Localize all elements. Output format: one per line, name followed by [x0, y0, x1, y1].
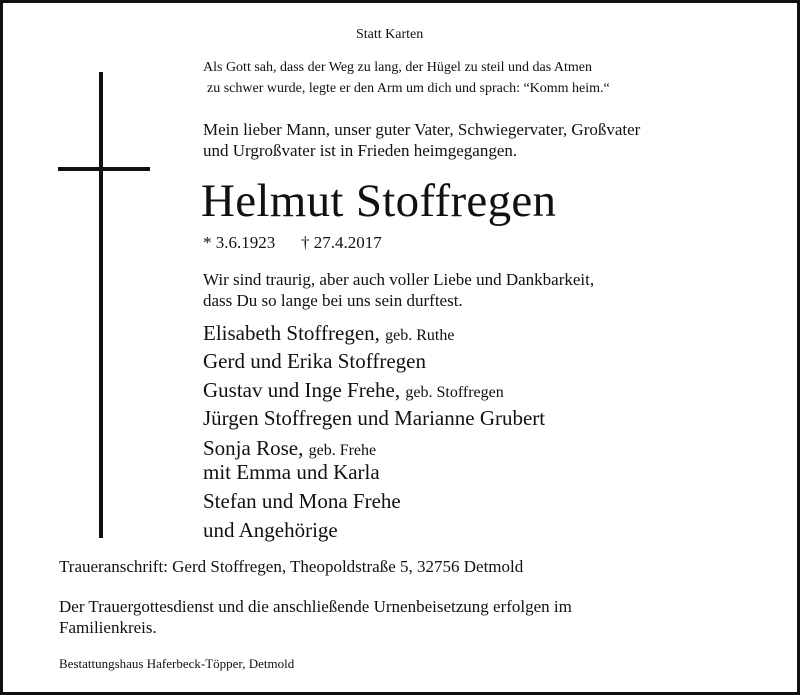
mourner-line: [203, 320, 454, 349]
message-line-1: Wir sind traurig, aber auch voller Liebe und Dankbarkeit,: [203, 270, 595, 289]
mourner-name: mit Emma und Karla: [203, 460, 380, 484]
mourner-maiden-name: geb. Stoffregen: [405, 384, 504, 401]
mourner-name: Elisabeth Stoffregen,: [203, 321, 380, 345]
mourner-name: Jürgen Stoffregen und Marianne Grubert: [203, 406, 546, 430]
cross-icon-bar: [58, 167, 150, 171]
mourner-name: Sonja Rose,: [203, 436, 304, 460]
service-line-2: Familienkreis.: [59, 618, 157, 637]
verse-line-1: Als Gott sah, dass der Weg zu lang, der Hügel zu steil und das Atmen: [203, 60, 592, 75]
mourner-name: Gerd und Erika Stoffregen: [203, 349, 426, 373]
deceased-name: Helmut Stoffregen: [201, 175, 557, 227]
cross-icon: [99, 72, 103, 538]
mourner-name: und Angehörige: [203, 518, 338, 542]
mourner-line: [203, 488, 401, 514]
mourner-name: Gustav und Inge Frehe,: [203, 378, 401, 402]
mourner-line: [203, 459, 380, 485]
mourner-maiden-name: geb. Frehe: [308, 442, 377, 459]
mourner-name: Stefan und Mona Frehe: [203, 489, 401, 513]
announcement-line-2: und Urgroßvater ist in Frieden heimgegangen.: [203, 141, 518, 160]
statt-karten-label: Statt Karten: [356, 27, 424, 42]
mourner-maiden-name: geb. Ruthe: [385, 327, 455, 344]
mourner-line: [203, 405, 545, 431]
verse-line-2: zu schwer wurde, legte er den Arm um dich und sprach: “Komm heim.“: [207, 81, 610, 96]
message-line-2: dass Du so lange bei uns sein durftest.: [203, 291, 463, 310]
mourner-line: [203, 348, 426, 374]
birth-date: * 3.6.1923: [203, 233, 276, 252]
death-date: † 27.4.2017: [301, 233, 382, 252]
mourner-line: [203, 517, 338, 543]
service-line-1: Der Trauergottesdienst und die anschließende Urnenbeisetzung erfolgen im: [59, 597, 572, 616]
funeral-home: Bestattungshaus Haferbeck-Töpper, Detmold: [59, 656, 295, 671]
mourning-address: Traueranschrift: Gerd Stoffregen, Theopoldstraße 5, 32756 Detmold: [59, 557, 524, 576]
announcement-line-1: Mein lieber Mann, unser guter Vater, Schwiegervater, Großvater: [203, 120, 641, 139]
mourner-line: [203, 377, 504, 406]
